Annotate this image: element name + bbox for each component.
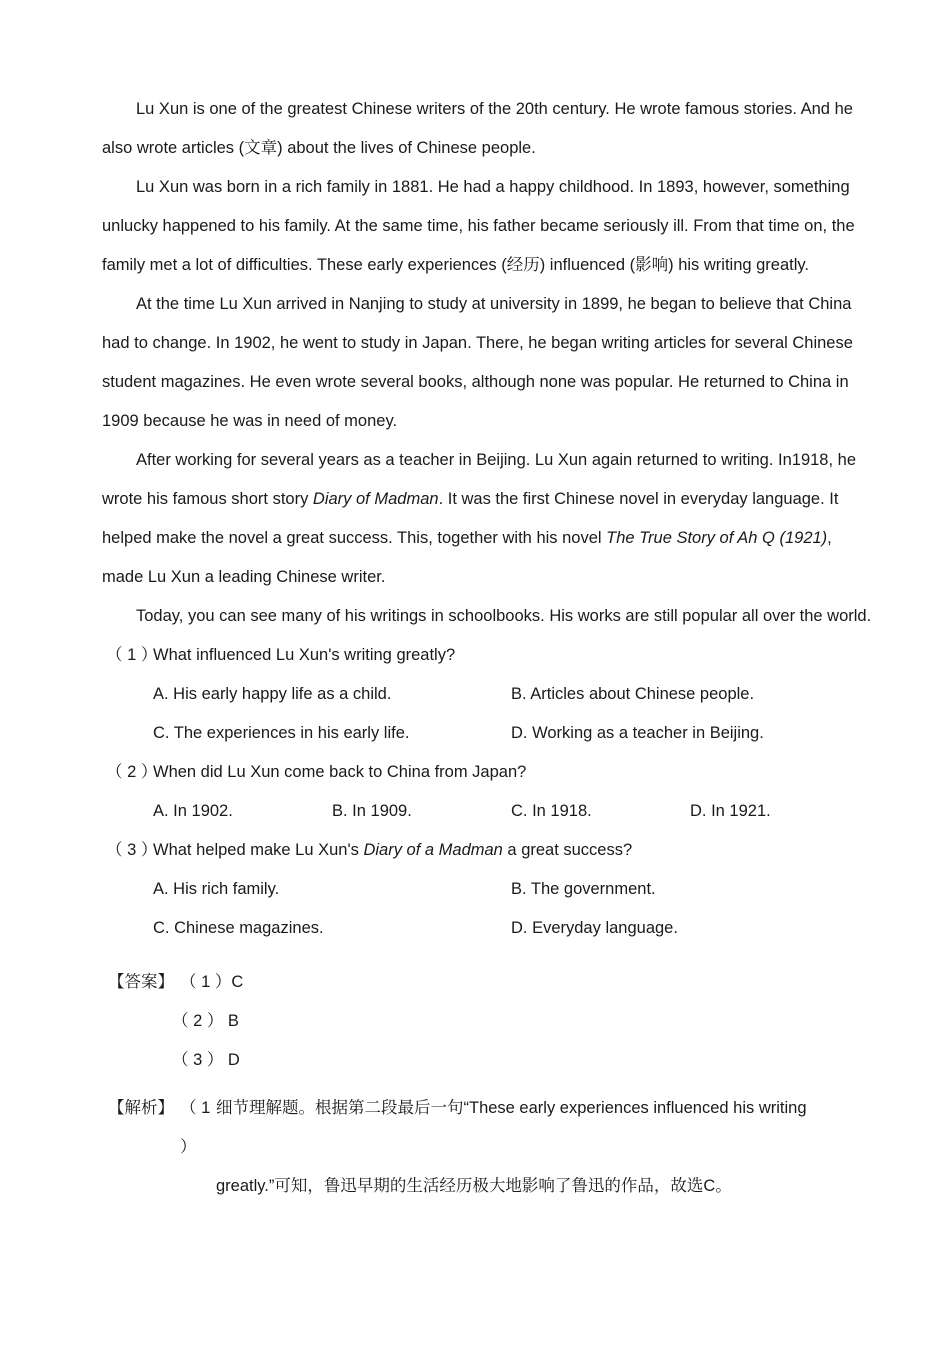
option-row [102, 792, 872, 831]
answer-option: B. The government. [511, 880, 656, 898]
text-run: What influenced Lu Xun's writing greatly? [153, 646, 456, 664]
answer-option: D. Working as a teacher in Beijing. [511, 724, 764, 742]
text-run: a great success? [502, 841, 633, 859]
option-row [102, 909, 872, 948]
passage-paragraph [102, 90, 872, 168]
question-text [153, 636, 455, 675]
answer-option: A. In 1902. [153, 802, 233, 820]
explanation-text: greatly.”可知，鲁迅早期的生活经历极大地影响了鲁迅的作品，故选C。 [216, 1177, 732, 1195]
text-run: . It was the first Chinese novel in everyday language. It helped make the novel a great success. This, together with his novel [102, 490, 839, 547]
answer-option: A. His rich family. [153, 880, 280, 898]
answer-option: B. Articles about Chinese people. [511, 685, 755, 703]
answer-tag: 【答案】 [108, 973, 174, 991]
question-number: （ 2 ） [106, 763, 158, 781]
answer-option: B. In 1909. [332, 802, 412, 820]
explanation-number: （ 1 ） [180, 1099, 211, 1156]
question-stem [102, 831, 872, 870]
title-italic: Diary of Madman [312, 490, 439, 508]
text-run: What helped make Lu Xun's [153, 841, 364, 859]
question-text [153, 831, 632, 870]
question-text [153, 753, 526, 792]
answer-item: （ 2 ） B [172, 1012, 239, 1030]
passage-paragraph [102, 168, 872, 285]
answer-item: （ 3 ） D [172, 1051, 240, 1069]
option-row [102, 870, 872, 909]
explanation-section [102, 1089, 872, 1206]
answer-option: C. Chinese magazines. [153, 919, 324, 937]
answer-option: D. In 1921. [690, 802, 771, 820]
text-run: After working for several years as a teacher in Beijing. Lu Xun again returned to writing. In1918, he wrote his famous short story [102, 451, 856, 508]
title-italic: The True Story of Ah Q (1921) [606, 529, 828, 547]
answer-option: D. Everyday language. [511, 919, 678, 937]
document-page [102, 90, 872, 1206]
text-run: At the time Lu Xun arrived in Nanjing to study at university in 1899, he began to believe that China had to change. In 1902, he went to study in Japan. There, he began writing articles for several Chinese student magazines. He even wrote several books, although none was popular. He returned to China in 1909 because he was in need of money. [102, 295, 853, 430]
explanation-body [180, 1089, 840, 1206]
text-run: , made Lu Xun a leading Chinese writer. [102, 529, 832, 586]
option-row [102, 675, 872, 714]
title-italic: Diary of a Madman [363, 841, 503, 859]
explanation-text: 细节理解题。根据第二段最后一句“These early experiences influenced his writing [216, 1099, 807, 1117]
explanation-tag: 【解析】 [108, 1099, 174, 1117]
question-list [102, 636, 872, 948]
passage-paragraph [102, 597, 872, 636]
text-run: Lu Xun is one of the greatest Chinese writers of the 20th century. He wrote famous stories. And he also wrote articles (文章) about the lives of Chinese people. [102, 100, 853, 157]
answer-option: A. His early happy life as a child. [153, 685, 392, 703]
text-run: Lu Xun was born in a rich family in 1881. He had a happy childhood. In 1893, however, something unlucky happened to his family. At the same time, his father became seriously ill. From that time on, the family met a lot of difficulties. These early experiences (经历) influenced (影响) his writing greatly. [102, 178, 855, 274]
option-row [102, 714, 872, 753]
question-number: （ 3 ） [106, 841, 158, 859]
question-stem [102, 753, 872, 792]
answer-option: C. In 1918. [511, 802, 592, 820]
passage-paragraph [102, 285, 872, 441]
text-run: Today, you can see many of his writings in schoolbooks. His works are still popular all over the world. [136, 607, 872, 625]
answer-section [102, 963, 872, 1080]
passage-paragraph [102, 441, 872, 597]
question-stem [102, 636, 872, 675]
question-number: （ 1 ） [106, 646, 158, 664]
answer-option: C. The experiences in his early life. [153, 724, 410, 742]
text-run: When did Lu Xun come back to China from Japan? [153, 763, 527, 781]
reading-passage [102, 90, 872, 636]
answer-item: （ 1 ）C [180, 973, 244, 991]
